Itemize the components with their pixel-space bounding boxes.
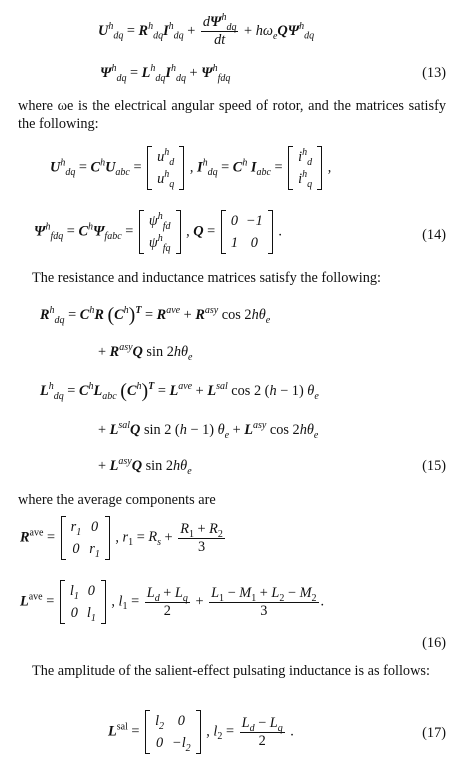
equation-number-17: (17) — [422, 725, 446, 741]
equation-14-line-2: $\Psi^h_{fdq} = C^h\Psi_{fabc}$ = $\psi^h_{fd}$ $\psi^h_{fq}$ , Q = 0 −1 1 0 . — [34, 211, 282, 254]
equation-13-line-1: $U^h_{dq} = R^h_{dq}I^h_{dq}$ + $\frac{d\Psi^h_{dq}}{dt}$ + $h\omega_eQ\Psi^h_{dq}$ — [98, 12, 315, 48]
equation-number-16: (16) — [422, 635, 446, 651]
paragraph-salient-effect: The amplitude of the salient-effect pulsating inductance is as follows: — [32, 663, 430, 679]
equation-13-line-2: $\Psi^h_{dq} = L^h_{dq}I^h_{dq} + \Psi^h_{fdq}$ — [100, 63, 231, 84]
equation-15-resistance-line-1: $R^h_{dq} = C^hR$ $(C^h)^T = R^{ave} + R^{asy}$ $\cos 2h\theta_e$ — [40, 304, 271, 326]
equation-15-inductance-line-2: + $L^{sal}Q$ sin 2 (h − 1) $\theta_e + L^{asy}$ $\cos 2h\theta_e$ — [98, 420, 319, 441]
equation-17: $L^{sal}$ = $l_2$ 0 0 $-l_2$ , $l_2$ = $\frac{L_d - L_q}{2}$ . — [108, 710, 294, 754]
equation-14-line-1: $U^h_{dq} = C^hU_{abc}$ = $u^h_d$ $u^h_q$ , $I^h_{dq} = C^h$ $I_{abc}$ = $i^h_d$ $i^h_q$ , — [50, 147, 332, 190]
equation-16-resistance-average: $R^{ave}$ = $r_1$ 0 0 $r_1$ , $r_1 = R_s$ + $\frac{R_1 + R_2}{3}$ — [20, 516, 227, 560]
equation-15-inductance-line-1: $L^h_{dq} = C^hL_{abc}$ $(C^h)^T = L^{ave} + L^{sal}$ cos 2 (h − 1) $\theta_e$ — [40, 380, 319, 402]
equation-number-14: (14) — [422, 227, 446, 243]
paragraph-average-components: where the average components are — [18, 492, 216, 508]
equation-15-inductance-line-3: + $L^{asy}Q$ $\sin 2h\theta_e$ — [98, 456, 192, 477]
equation-16-inductance-average: $L^{ave}$ = $l_1$ 0 0 $l_1$ , $l_1$ = $\frac{L_d + L_q}{2}$ + $\frac{L_1 - M_1 + L_2 - M_2}{3}$ . — [20, 580, 324, 624]
equation-number-15: (15) — [422, 458, 446, 474]
paragraph-angular-speed: where ωe is the electrical angular speed of rotor, and the matrices satisfy the following: — [18, 98, 446, 132]
equation-15-resistance-line-2: + $R^{asy}Q$ $\sin 2h\theta_e$ — [98, 342, 193, 363]
equation-number-13: (13) — [422, 65, 446, 81]
paragraph-resistance-inductance: The resistance and inductance matrices satisfy the following: — [32, 270, 381, 286]
